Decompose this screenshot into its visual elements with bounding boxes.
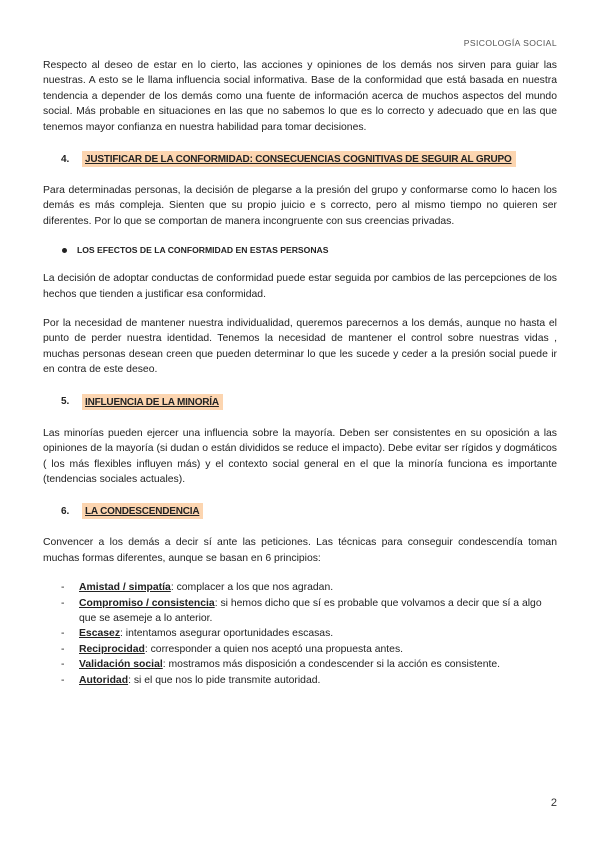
page-content [43,58,557,688]
paragraph: Por la necesidad de mantener nuestra individualidad, queremos parecernos a los demás, aunque no hasta el punto de perder nuestra identidad. Tenemos la necesidad de mantener el control sobre nuestras vidas , muchas personas desean creen que pueden determinar lo que les sucede y ceder a la presión social puede ir en contra de este deseo. [43,318,557,376]
section-6-heading [43,501,557,521]
section-number: 5. [61,396,70,408]
item-desc: : si el que nos lo pide transmite autoridad. [128,674,321,686]
running-header: PSICOLOGÍA SOCIAL [463,38,557,48]
dash-icon: - [61,674,65,686]
section-title: INFLUENCIA DE LA MINORÍA [82,394,223,410]
item-desc: : complacer a los que nos agradan. [170,582,334,594]
item-desc: : si hemos dicho que sí es probable que volvamos a decir que sí a algo que se asemeje a lo anterior. [79,597,542,624]
bullet-dot-icon [62,248,67,253]
item-desc: : mostramos más disposición a condescender si la acción es consistente. [162,659,501,671]
section-number: 4. [61,153,70,165]
page-number: 2 [550,797,557,809]
item-term: Amistad / simpatía [79,582,171,594]
item-term: Reciprocidad [79,643,145,655]
paragraph: Convencer a los demás a decir sí ante las peticiones. Las técnicas para conseguir condescendía toman muchas formas diferentes, aunque se basan en 6 principios: [43,537,557,564]
section-number: 6. [61,505,70,517]
dash-icon: - [61,628,65,640]
section-title: LA CONDESCENDENCIA [82,503,203,519]
dash-icon: - [61,582,65,594]
dash-icon: - [61,643,65,655]
paragraph: La decisión de adoptar conductas de conformidad puede estar seguida por cambios de las percepciones de los hechos que tienden a justificar esa conformidad. [43,273,557,300]
intro-paragraph: Respecto al deseo de estar en lo cierto, las acciones y opiniones de los demás nos sirven para guiar las nuestras. A esto se le llama influencia social informativa. Base de la conformidad que está basada en nuestra tendencia a depender de los demás como una fuente de información acerca de muchos aspectos del mundo social. Más probable en situaciones en las que no sabemos lo que es lo correcto y adecuado que en las que tenemos mayor confianza en nuestra habilidad para tomar decisiones. [43,60,557,133]
list-item [43,626,557,641]
section-4-heading [43,149,557,169]
paragraph: Las minorías pueden ejercer una influencia sobre la mayoría. Deben ser consistentes en su oposición a las opiniones de la mayoría (si dudan o están divididos se reduce el impacto). Debe evitar ser rígidos y dogmáticos ( los más flexibles influyen más) y el contexto social general en el que la minoría funciona es importante (tendencias sociales actuales). [43,427,557,485]
item-desc: : intentamos asegurar oportunidades escasas. [120,628,334,640]
bullet-heading-text: LOS EFECTOS DE LA CONFORMIDAD EN ESTAS PERSONAS [77,245,329,256]
dash-icon: - [61,597,65,609]
dash-icon: - [61,659,65,671]
list-item [43,580,557,595]
list-item [43,596,557,627]
bullet-heading [43,243,557,257]
list-item [43,673,557,688]
item-term: Validación social [79,659,163,671]
list-item [43,657,557,672]
list-item [43,642,557,657]
principles-list [43,580,557,688]
item-term: Escasez [79,628,121,640]
item-term: Autoridad [79,674,129,686]
paragraph: Para determinadas personas, la decisión de plegarse a la presión del grupo y conformarse como lo hacen los demás es más compleja. Sienten que su propio juicio e s correcto, pero al mismo tiempo no quieren ser diferentes. Por lo que se comportan de manera incongruente con sus creencias privadas. [43,185,557,227]
item-term: Compromiso / consistencia [79,597,215,609]
section-5-heading [43,392,557,412]
section-title: JUSTIFICAR DE LA CONFORMIDAD: CONSECUENCIAS COGNITIVAS DE SEGUIR AL GRUPO [82,151,516,167]
item-desc: : corresponder a quien nos aceptó una propuesta antes. [144,643,404,655]
